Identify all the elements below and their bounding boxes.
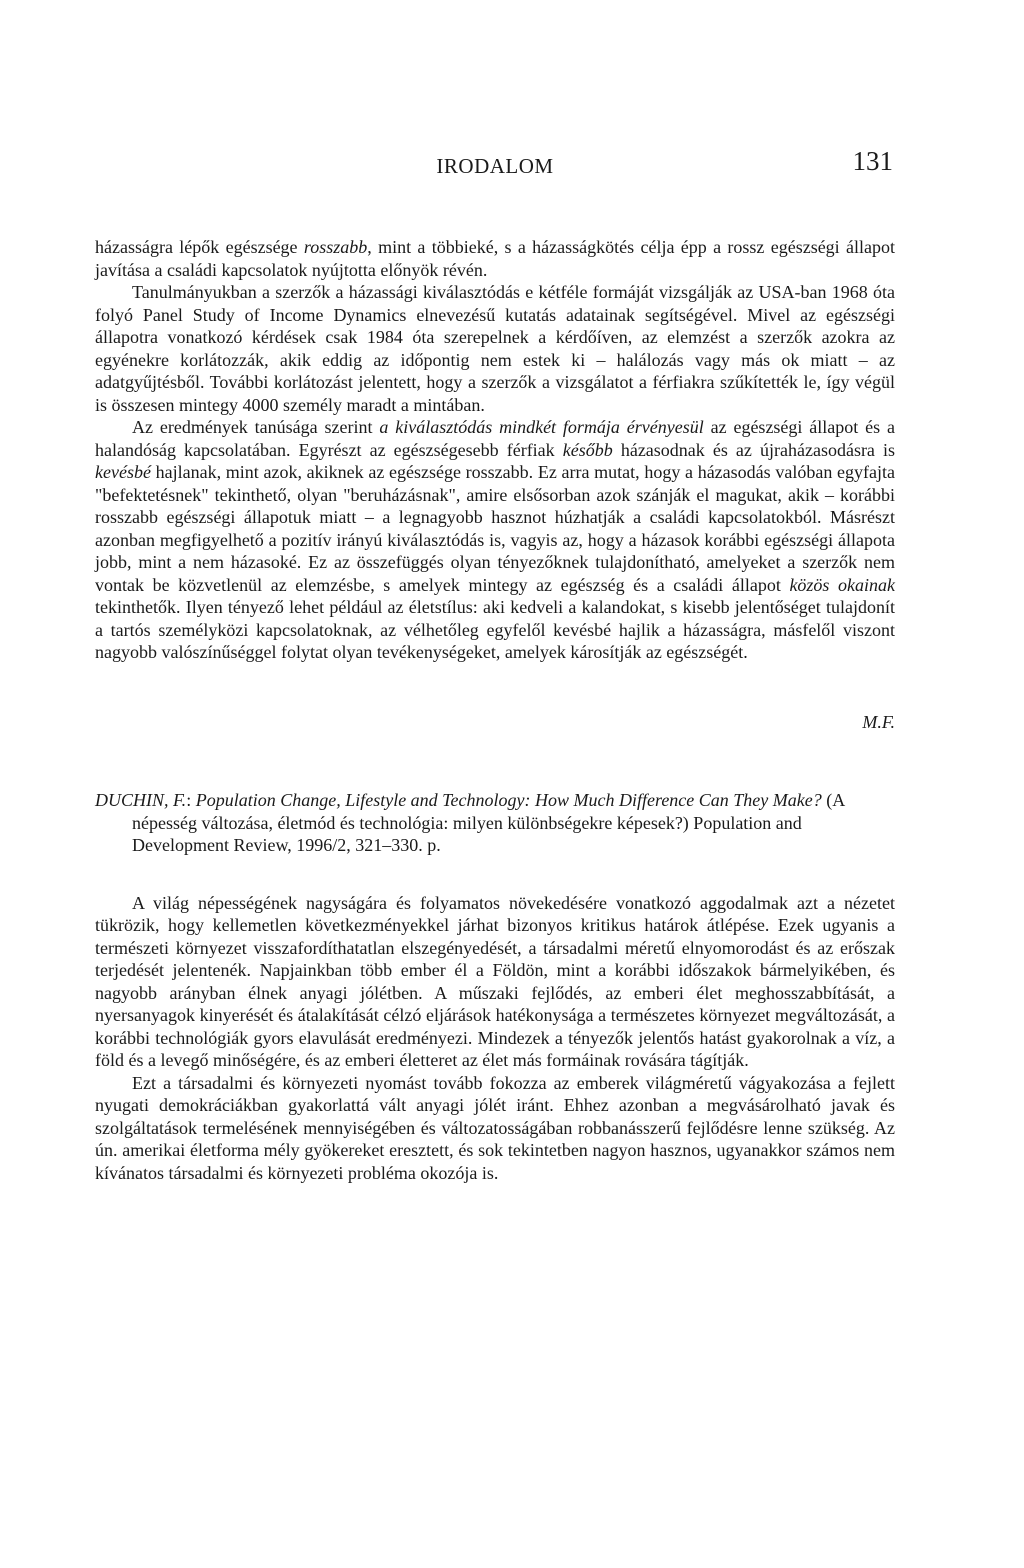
paragraph-4: A világ népességének nagyságára és folyamatos növekedésére vonatkozó aggodalmak azt a nézetet tükrözik, hogy kellemetlen következményekkel járhat bizonyos kritikus határok átlépése. Ezek ugyanis a természeti környezet visszafordíthatatlan elszegényedését, a társadalmi méretű elnyomorodást és az erőszak terjedését jelentenék. Napjainkban több ember él a Földön, mint a korábbi időszakok bármelyikében, és nagyobb arányban élnek anyagi jólétben. A műszaki fejlődés, az emberi élet meghosszabbítását, a nyersanyagok kinyerését és átalakítását célzó eljárások hatékonysága a természetes környezet megváltozását, a korábbi technológiák gyors elavulását eredményezi. Mindezek a tényezők jelentős hatást gyakorolnak a víz, a föld és a levegő minőségére, és az emberi életteret az élet más formáinak rovására tágítják. (95, 892, 895, 1070)
emphasis: később (562, 439, 613, 460)
citation-author: DUCHIN, F. (95, 790, 187, 810)
page-number: 131 (852, 146, 893, 176)
reviewer-signature: M.F. (862, 711, 895, 732)
bibliographic-citation (95, 789, 895, 857)
emphasis: kevésbé (95, 462, 151, 482)
text-run: tekinthetők. Ilyen tényező lehet például az életstílus: aki kedveli a kalandokat, s kisebb jelentőséget tulajdonít a tartós személyközi kapcsolatoknak, az vélhetőleg egyfelől kevésbé hajlik a házasságra, másfelől viszont nagyobb valószínűséggel folytat olyan tevékenységeket, amelyek károsítják az egészségét. (95, 597, 895, 662)
text-run: Az eredmények tanúsága szerint (132, 417, 380, 437)
spacer (95, 857, 895, 892)
text-run: házasodnak és az újraházasodásra is (612, 439, 896, 460)
emphasis: közös okainak (789, 574, 896, 595)
running-title: IRODALOM (436, 154, 554, 178)
paragraph-5: Ezt a társadalmi és környezeti nyomást tovább fokozza az emberek világméretű vágyakozása a fejlett nyugati demokráciákban gyakorlattá vált anyagi jólét iránt. Ehhez azonban a megvásárolható javak és szolgáltatások termelésének mennyiségében és változatosságában robbanásszerű fejlődésre lenne szükség. Az ún. amerikai életforma mély gyökereket eresztett, és sok tekintetben nagyon hasznos, ugyanakkor számos nem kívánatos társadalmi és környezeti probléma okozója is. (95, 1072, 895, 1183)
paragraph-1 (95, 236, 895, 281)
review-continued (95, 236, 895, 733)
emphasis: a kiválasztódás mindkét formája érvényesül (379, 417, 704, 437)
review-body (95, 892, 895, 1185)
paragraph-2: Tanulmányukban a szerzők a házassági kiválasztódás e kétféle formáját vizsgálják az USA-ban 1968 óta folyó Panel Study of Income Dynamics elnevezésű kutatás adatainak segítségével. Mivel az egészségi állapotra vonatkozó kérdések csak 1984 óta szerepelnek a kérdőíven, az elemzést a szerzők azokra az egyénekre korlátozzák, akik eddig az időpontig nem estek ki – halálozás vagy más ok miatt – az adatgyűjtésből. További korlátozást jelentett, hogy a szerzők a vizsgálatot a férfiakra szűkítették le, így végül is összesen mintegy 4000 személy maradt a mintában. (95, 282, 895, 415)
text-run: az egészségi állapot és a halandóság kapcsolatában. Egyrészt az egészségesebb férfiak (95, 417, 895, 460)
citation-separator: : (186, 790, 196, 810)
running-header (95, 140, 895, 190)
citation-details: (A népesség változása, életmód és technológia: milyen különbségekre képesek?) Population and Development Review, 1996/2, 321–330. p. (132, 790, 845, 855)
paragraph-3 (95, 416, 895, 664)
document-page (95, 140, 895, 1184)
text-run: házasságra lépők egészsége (95, 237, 304, 257)
text-run: hajlanak, mint azok, akiknek az egészsége rosszabb. Ez arra mutat, hogy a házasodás valóban egyfajta "befektetésnek" tekinthető, olyan "beruházásnak", amire elsősorban azok szánják el magukat, akik – korábbi rosszabb egészségi állapotuk miatt – a legnagyobb hasznot húzhatják a családi kapcsolatokból. Másrészt azonban megfigyelhető a pozitív irányú kiválasztódás is, vagyis az, hogy a házasok korábbi egészségi állapota jobb, mint a nem házasoké. Ez az összefüggés olyan tényezőknek tulajdonítható, amelyeket a szerzők nem vontak be közvetlenül az elemzésbe, s amelyek mintegy az egészség és a családi állapot (95, 462, 895, 595)
text-run: , mint a többieké, s a házasságkötés célja épp a rossz egészségi állapot javítása a családi kapcsolatok nyújtotta előnyök révén. (95, 237, 895, 280)
citation-original-title: Population Change, Lifestyle and Technology: How Much Difference Can They Make? (195, 790, 822, 810)
emphasis: rosszabb (303, 237, 368, 257)
